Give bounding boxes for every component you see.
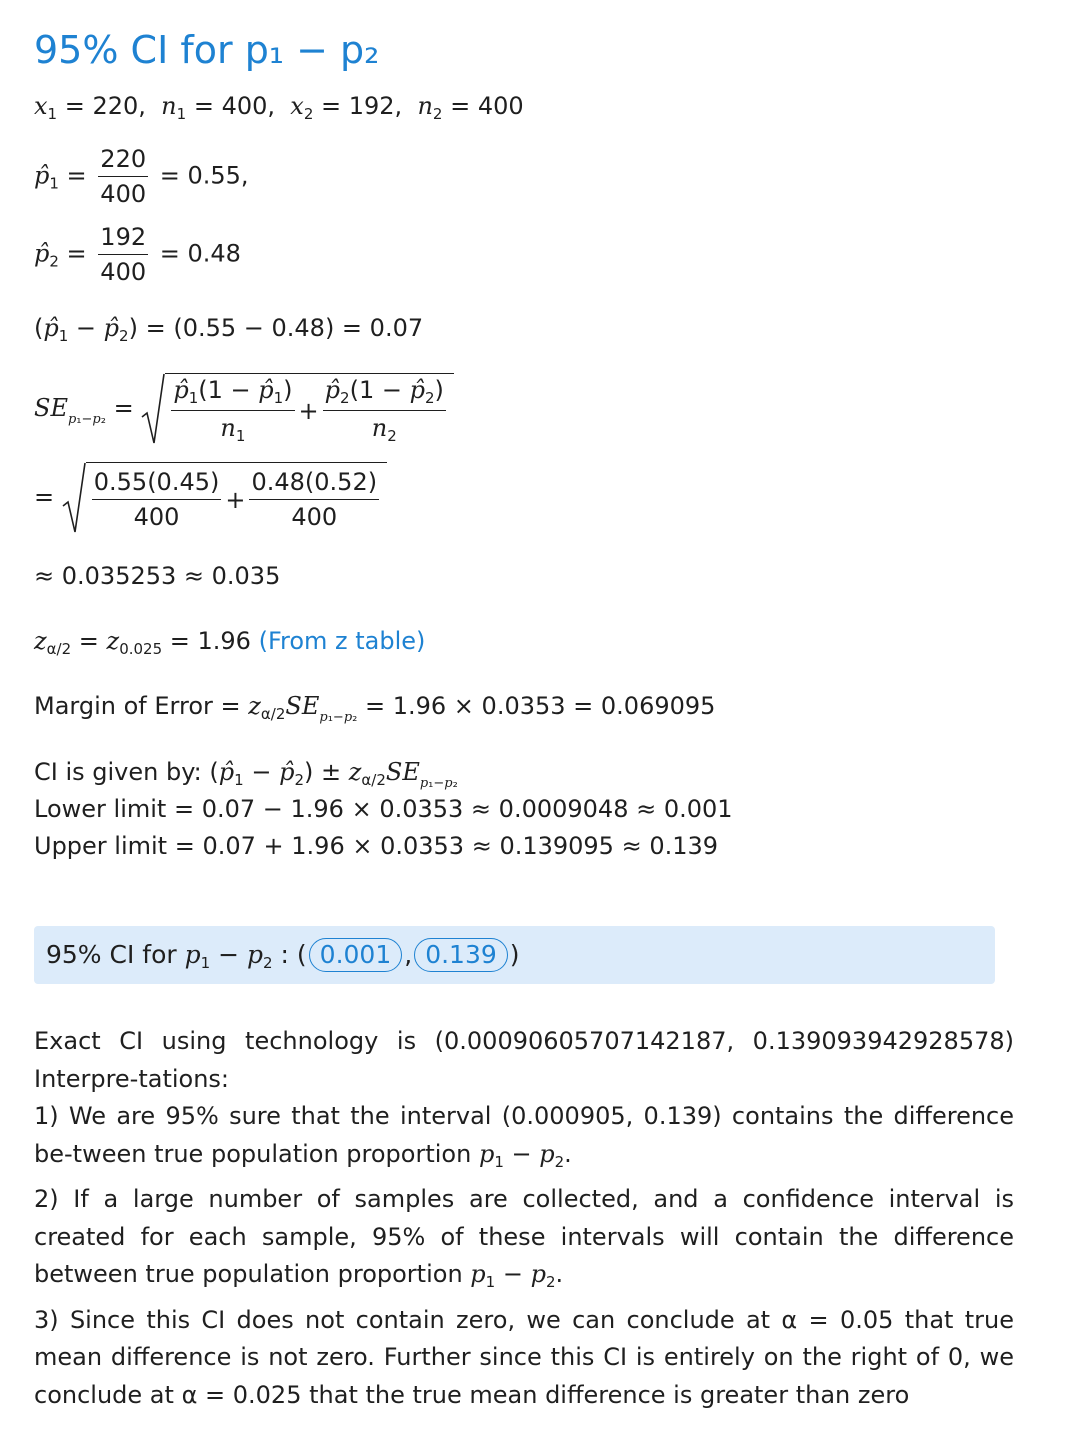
upper-bound-badge: 0.139 — [414, 938, 508, 972]
interpretation-3: 3) Since this CI does not contain zero, we can conclude at α = 0.05 that true mean difference is not zero. Further since this CI is entirely on the right of 0, we conclude at α = 0.025 that the true mean difference is greater than zero — [34, 1305, 1015, 1409]
lower-limit-line: Lower limit = 0.07 − 1.96 × 0.0353 ≈ 0.0009048 ≈ 0.001 — [34, 795, 733, 823]
lower-bound-badge: 0.001 — [309, 938, 403, 972]
exact-ci-text: Exact CI using technology is (0.00090605707142187, 0.139093942928578) Interpre-tations: — [34, 1027, 1014, 1093]
z-table-note: (From z table) — [258, 627, 426, 655]
se-formula: $SE_{p_1-p_2}$ = $\frac{p̂_1(1 - p̂_1)}{n_1}$ + $\frac{p̂_2(1 - p̂_2)}{n_2}$ — [34, 373, 454, 445]
result-box — [34, 926, 995, 984]
radical-sign — [141, 373, 165, 445]
z-critical-line: $z_{\alpha/2} = z_{0.025} = 1.96$ (From z table) — [34, 627, 426, 658]
interpretations — [34, 1023, 1014, 1414]
interpretation-1: 1) We are 95% sure that the interval (0.000905, 0.139) contains the difference be-tween true population proportion $p_1 - p_2$. — [34, 1102, 1014, 1171]
difference-equation: ($p̂_1$ − $p̂_2) = (0.55 - 0.48) = 0.07$ — [34, 314, 424, 345]
phat2-equation: $p̂_2$ = $\frac{192}{400}$ = 0.48 — [34, 223, 241, 286]
ci-formula-line: CI is given by: ($p̂_1$ − $p̂_2) \pm z_{\alpha/2}SE_{p_1-p_2}$ — [34, 758, 458, 791]
se-substituted: = $\frac{0.55(0.45)}{400}$ + $\frac{0.48(0.52)}{400}$ — [34, 462, 387, 534]
upper-limit-line: Upper limit = 0.07 + 1.96 × 0.0353 ≈ 0.139095 ≈ 0.139 — [34, 832, 719, 860]
interpretation-2: 2) If a large number of samples are collected, and a confidence interval is created for each sample, 95% of these intervals will contain the difference between true population proportion $p_1 - p_2$. — [34, 1185, 1014, 1291]
givens-line: $x_1 = 220$, $n_1 = 400$, $x_2 = 192$, $n_2 = 400$ — [34, 92, 524, 123]
se-result: ≈ 0.035253 ≈ 0.035 — [34, 562, 281, 590]
result-text: 95% CI for $p_1 - p_2$ : ( 0.001 , 0.139 ) — [46, 940, 520, 972]
margin-of-error-line: Margin of Error = $z_{\alpha/2}SE_{p_1-p_2} = 1.96 \times 0.0353 = 0.069095$ — [34, 692, 716, 725]
phat1-equation: $p̂_1$ = $\frac{220}{400}$ = 0.55, — [34, 145, 249, 208]
radical-sign — [62, 462, 86, 534]
section-title: 95% CI for p₁ − p₂ — [34, 28, 380, 72]
